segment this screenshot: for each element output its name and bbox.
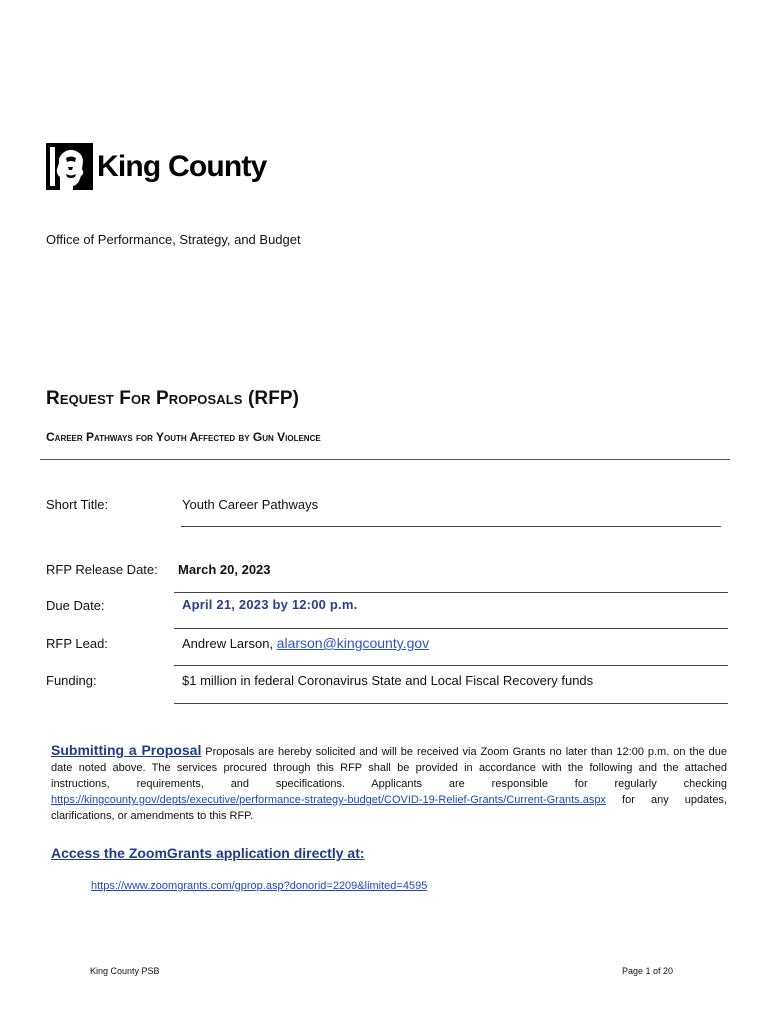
short-title-rule — [181, 526, 721, 527]
document-title: Request For Proposals (RFP) — [46, 388, 300, 409]
rfp-lead-email-link[interactable]: alarson@kingcounty.gov — [276, 635, 430, 651]
rfp-lead-label: RFP Lead: — [46, 636, 108, 651]
title-divider — [40, 459, 730, 460]
release-date-label — [46, 562, 158, 577]
document-subtitle: Career Pathways for Youth Affected by Gun Violence — [46, 430, 321, 444]
submitting-proposal-text-1: Proposals are hereby solicited and will be received via Zoom Grants no later than 12:00 p.m. on the due date noted above. The services procured through this RFP shall be provided in accordance with the following and the attached instructions, requirements, and specifications. Applicants are responsible for regularly checking — [51, 746, 727, 790]
rfp-lead-name: Andrew Larson, — [182, 636, 277, 651]
release-date-value: March 20, 2023 — [178, 562, 271, 577]
king-county-logo-mark-icon — [46, 143, 93, 190]
current-grants-link[interactable]: https://kingcounty.gov/depts/executive/performance-strategy-budget/COVID-19-Relief-Grants/Current-Grants.aspx — [51, 794, 606, 806]
funding-label: Funding: — [46, 673, 97, 688]
funding-value: $1 million in federal Coronavirus State and Local Fiscal Recovery funds — [182, 673, 594, 688]
release-date-label-text: RFP Release Date: — [46, 562, 158, 577]
king-county-logo — [46, 143, 267, 190]
due-date-rule — [174, 628, 728, 629]
zoomgrants-access-heading: Access the ZoomGrants application directly at: — [51, 845, 365, 861]
king-county-logo-text: King County — [97, 149, 267, 183]
zoomgrants-application-link[interactable]: https://www.zoomgrants.com/gprop.asp?donorid=2209&limited=4595 — [91, 880, 428, 892]
office-name: Office of Performance, Strategy, and Budget — [46, 232, 301, 247]
funding-rule — [174, 703, 728, 704]
rfp-lead-value — [182, 635, 429, 651]
short-title-value: Youth Career Pathways — [182, 497, 319, 512]
rfp-lead-rule — [174, 665, 728, 666]
due-date-value: April 21, 2023 by 12:00 p.m. — [182, 597, 358, 612]
submitting-proposal-text-2: for any updates, clarifications, or amendments to this RFP. — [51, 794, 727, 822]
footer-page-number: Page 1 of 20 — [622, 966, 674, 976]
submitting-proposal-paragraph — [51, 742, 727, 824]
footer-organization: King County PSB — [90, 966, 160, 976]
short-title-label: Short Title: — [46, 497, 109, 512]
due-date-label: Due Date: — [46, 598, 105, 613]
submitting-proposal-heading: Submitting a Proposal — [51, 742, 202, 758]
release-date-rule — [174, 592, 728, 593]
